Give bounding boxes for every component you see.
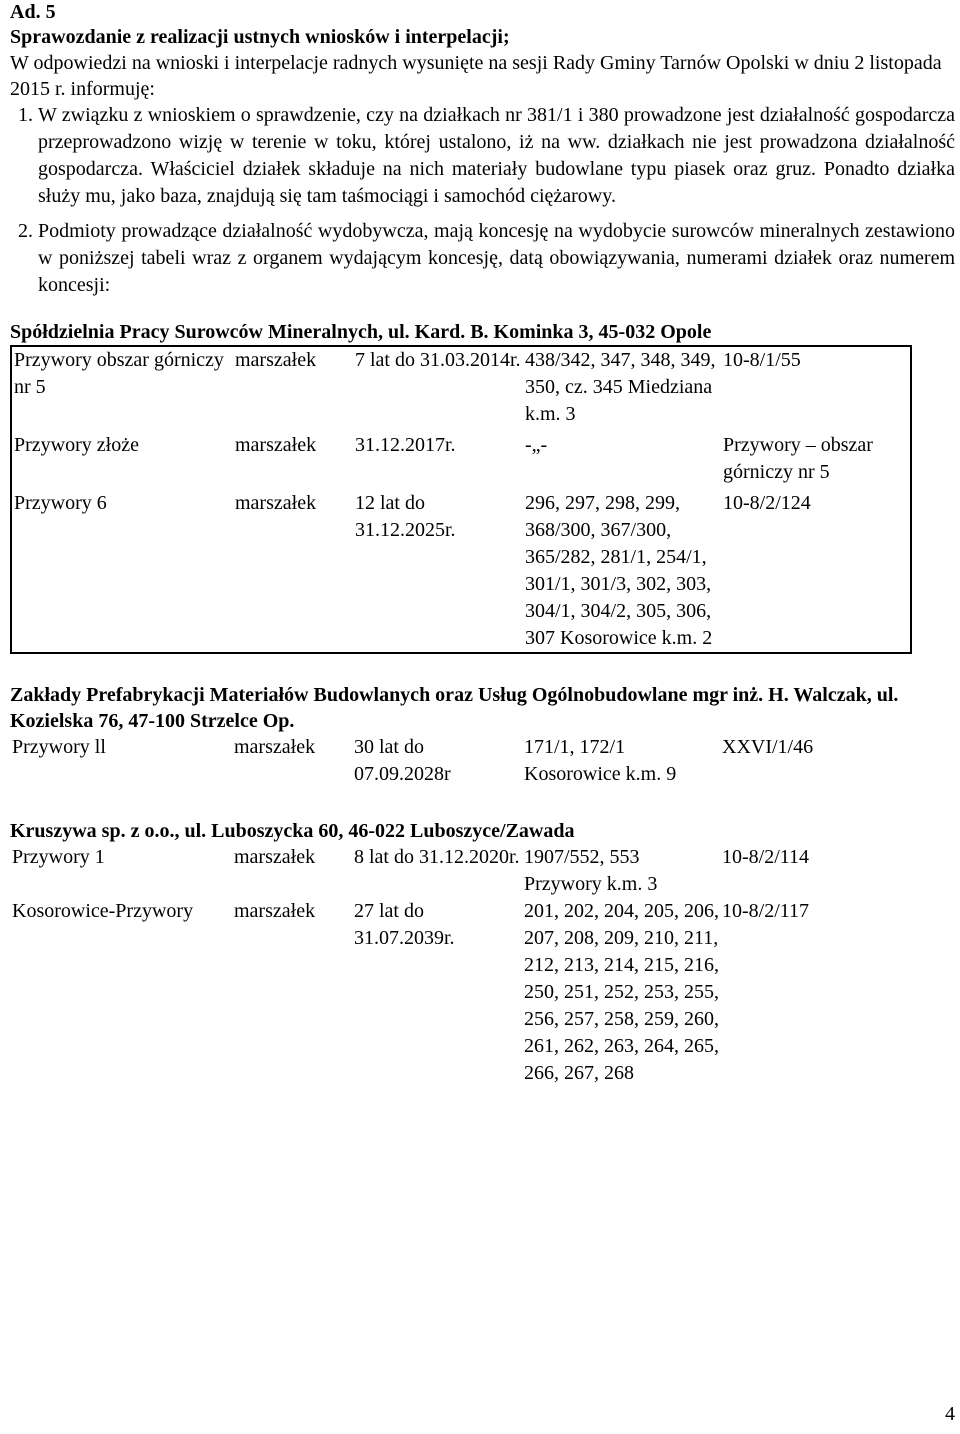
- table-cell: marszałek: [235, 492, 317, 514]
- table-cell: Przywory ll: [12, 736, 106, 758]
- table-row: [10, 734, 910, 788]
- table-cell: 30 lat do 07.09.2028r: [354, 736, 451, 785]
- table-row: [11, 346, 911, 428]
- company-heading: Kruszywa sp. z o.o., ul. Luboszycka 60, 46-022 Luboszyce/Zawada: [10, 820, 575, 842]
- page-number: 4: [945, 1403, 955, 1425]
- concession-table: [10, 734, 910, 788]
- table-cell: marszałek: [234, 736, 316, 758]
- table-row: [11, 432, 911, 486]
- table-cell: 27 lat do 31.07.2039r.: [354, 900, 455, 949]
- section-number: Ad. 5: [10, 1, 56, 23]
- concession-table: [10, 345, 912, 654]
- table-cell: marszałek: [235, 349, 317, 371]
- table-cell: 10-8/2/117: [722, 900, 810, 922]
- table-cell: marszałek: [234, 846, 316, 868]
- table-cell: Przywory – obszar górniczy nr 5: [723, 434, 873, 483]
- list-item: 2. Podmioty prowadzące działalność wydobywcza, mają koncesję na wydobycie surowców mineralnych zestawiono w poniższej tabeli wraz z organem wydającym koncesję, datą obowiązywania, numerami działek oraz numerem koncesji:: [38, 218, 955, 299]
- table-cell: Przywory 6: [14, 492, 107, 514]
- table-cell: 10-8/2/114: [722, 846, 810, 868]
- table-row: [10, 844, 910, 898]
- table-cell: Kosorowice-Przywory: [12, 900, 194, 922]
- numbered-list: [10, 102, 955, 299]
- list-item: 1. W związku z wnioskiem o sprawdzenie, czy na działkach nr 381/1 i 380 prowadzone jest działalność gospodarcza przeprowadzono wizję w terenie w toku, której ustalono, iż na ww. działkach nie jest prowadzona działalność gospodarcza. Właściciel działek składuje na nich materiały budowlane typu piasek oraz gruz. Ponadto działka służy mu, jako baza, znajdują się tam taśmociągi i samochód ciężarowy.: [38, 102, 955, 210]
- concession-table: [10, 844, 910, 1087]
- table-row: [10, 898, 910, 1087]
- table-cell: 296, 297, 298, 299, 368/300, 367/300, 365/282, 281/1, 254/1, 301/1, 301/3, 302, 303, 304/1, 304/2, 305, 306, 307 Kosorowice k.m. 2: [525, 492, 713, 649]
- table-cell: Przywory złoże: [14, 434, 139, 456]
- company-heading: Zakłady Prefabrykacji Materiałów Budowlanych oraz Usług Ogólnobudowlane mgr inż. H. Walczak, ul. Kozielska 76, 47-100 Strzelce Op.: [10, 684, 899, 732]
- table-cell: -„-: [525, 434, 548, 456]
- table-cell: 171/1, 172/1 Kosorowice k.m. 9: [524, 736, 677, 785]
- table-cell: XXVI/1/46: [722, 736, 814, 758]
- document-page: [10, 0, 955, 1087]
- table-cell: 438/342, 347, 348, 349, 350, cz. 345 Miedziana k.m. 3: [525, 349, 716, 425]
- table-cell: 10-8/2/124: [723, 492, 811, 514]
- table-cell: 1907/552, 553 Przywory k.m. 3: [524, 846, 658, 895]
- table-cell: Przywory obszar górniczy nr 5: [14, 349, 224, 398]
- table-cell: 201, 202, 204, 205, 206, 207, 208, 209, 210, 211, 212, 213, 214, 215, 216, 250, 251, 252, 253, 255, 256, 257, 258, 259, 260, 261, 262, 263, 264, 265, 266, 267, 268: [524, 900, 719, 1084]
- report-title: Sprawozdanie z realizacji ustnych wniosków i interpelacji;: [10, 26, 510, 48]
- table-cell: marszałek: [235, 434, 317, 456]
- table-cell: 31.12.2017r.: [355, 434, 456, 456]
- table-row: [11, 490, 911, 653]
- table-cell: Przywory 1: [12, 846, 105, 868]
- table-cell: marszałek: [234, 900, 316, 922]
- table-cell: 8 lat do 31.12.2020r.: [354, 846, 520, 868]
- company-heading: Spółdzielnia Pracy Surowców Mineralnych, ul. Kard. B. Kominka 3, 45-032 Opole: [10, 321, 712, 343]
- table-cell: 12 lat do 31.12.2025r.: [355, 492, 456, 541]
- table-cell: 10-8/1/55: [723, 349, 801, 371]
- intro-paragraph: W odpowiedzi na wnioski i interpelacje radnych wysunięte na sesji Rady Gminy Tarnów Opolski w dniu 2 listopada 2015 r. informuję:: [10, 52, 942, 100]
- table-cell: 7 lat do 31.03.2014r.: [355, 349, 521, 371]
